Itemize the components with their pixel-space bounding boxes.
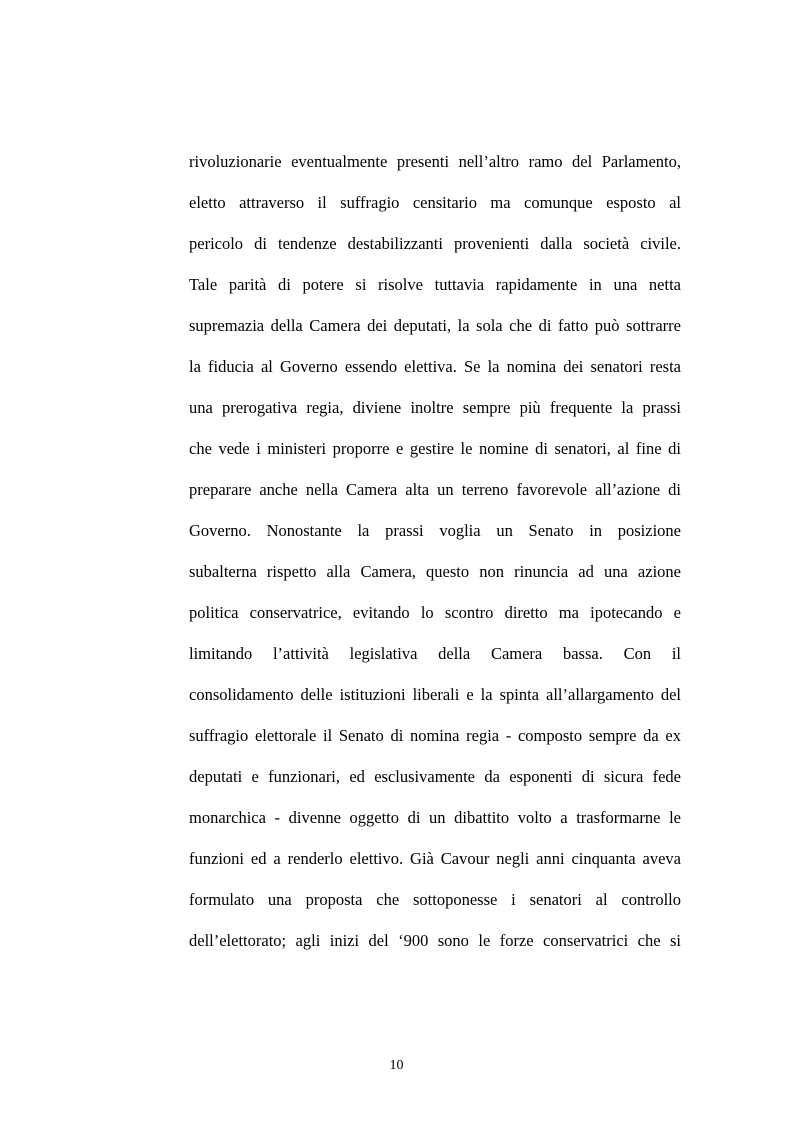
text-line: suffragio elettorale il Senato di nomina regia - composto sempre da ex [189, 726, 681, 745]
text-line: Governo. Nonostante la prassi voglia un Senato in posizione [189, 521, 681, 540]
text-line: limitando l’attività legislativa della Camera bassa. Con il [189, 644, 681, 663]
text-line: monarchica - divenne oggetto di un dibattito volto a trasformarne le [189, 808, 681, 827]
text-line: rivoluzionarie eventualmente presenti nell’altro ramo del Parlamento, [189, 152, 681, 171]
text-line: deputati e funzionari, ed esclusivamente da esponenti di sicura fede [189, 767, 681, 786]
text-line: politica conservatrice, evitando lo scontro diretto ma ipotecando e [189, 603, 681, 622]
page-number: 10 [389, 1058, 404, 1073]
text-line: consolidamento delle istituzioni liberali e la spinta all’allargamento del [189, 685, 681, 704]
text-line: che vede i ministeri proporre e gestire le nomine di senatori, al fine di [189, 439, 681, 458]
text-line: dell’elettorato; agli inizi del ‘900 sono le forze conservatrici che si [189, 931, 681, 950]
text-line: eletto attraverso il suffragio censitario ma comunque esposto al [189, 193, 681, 212]
text-line: la fiducia al Governo essendo elettiva. Se la nomina dei senatori resta [189, 357, 681, 376]
text-line: subalterna rispetto alla Camera, questo non rinuncia ad una azione [189, 562, 681, 581]
text-line: Tale parità di potere si risolve tuttavia rapidamente in una netta [189, 275, 681, 294]
text-line: una prerogativa regia, diviene inoltre sempre più frequente la prassi [189, 398, 681, 417]
text-line: preparare anche nella Camera alta un terreno favorevole all’azione di [189, 480, 681, 499]
text-line: formulato una proposta che sottoponesse i senatori al controllo [189, 890, 681, 909]
text-line: funzioni ed a renderlo elettivo. Già Cavour negli anni cinquanta aveva [189, 849, 681, 868]
text-line: pericolo di tendenze destabilizzanti provenienti dalla società civile. [189, 234, 681, 253]
text-line: supremazia della Camera dei deputati, la sola che di fatto può sottrarre [189, 316, 681, 335]
body-text [189, 148, 681, 968]
